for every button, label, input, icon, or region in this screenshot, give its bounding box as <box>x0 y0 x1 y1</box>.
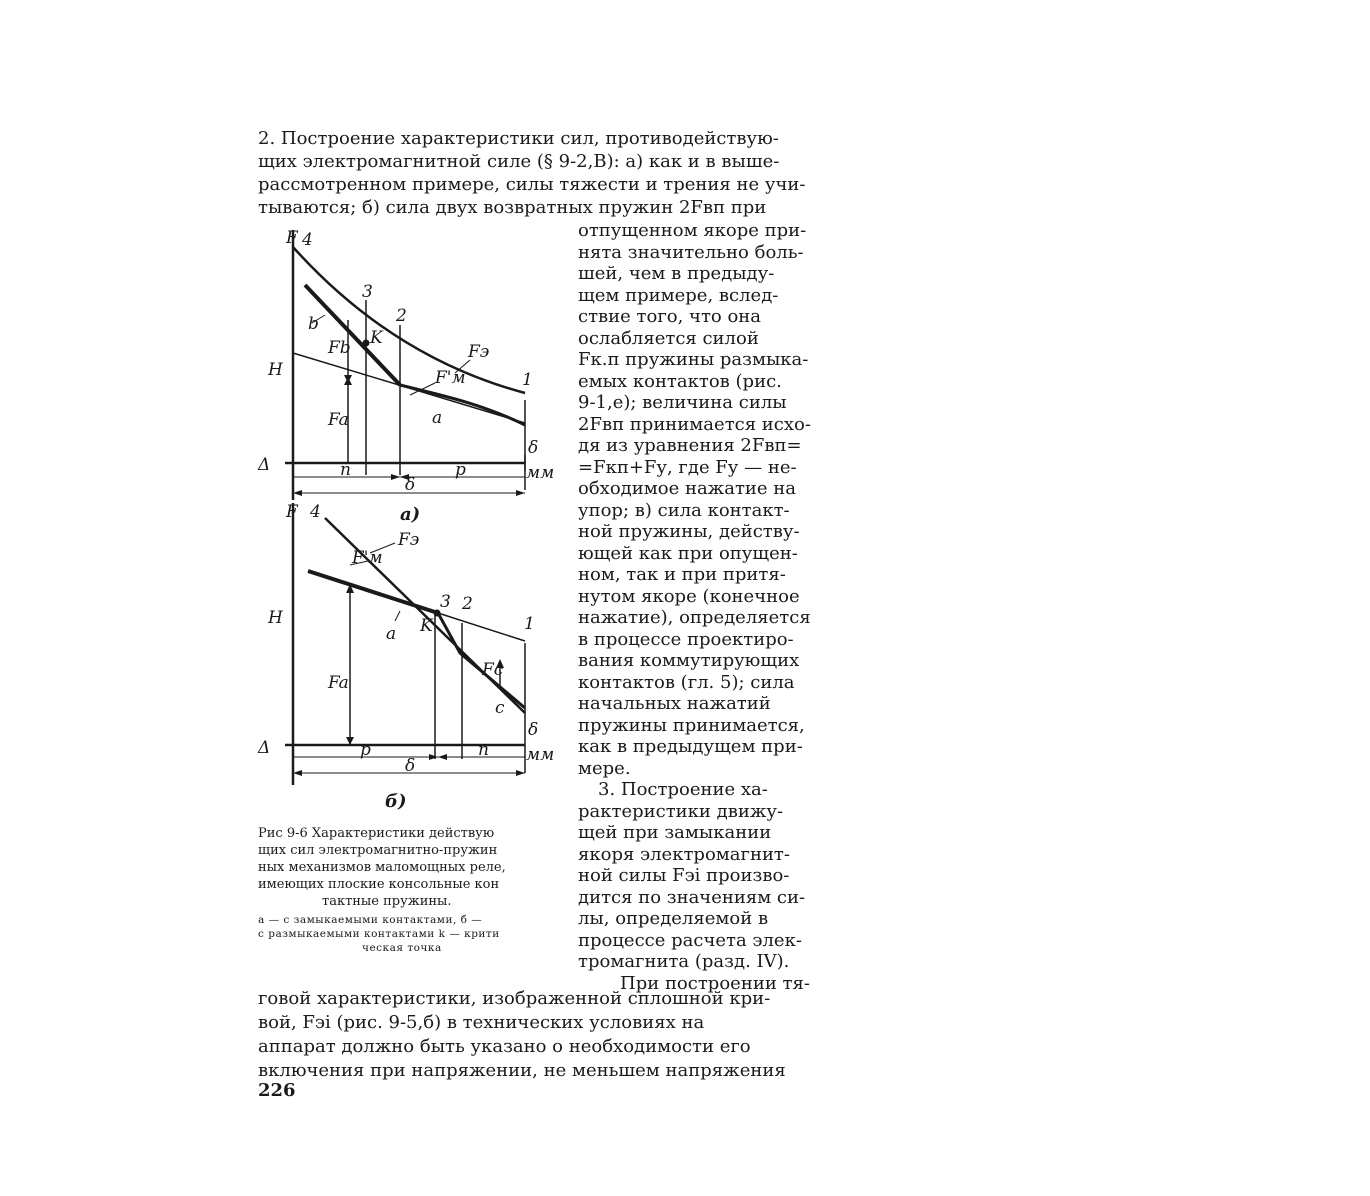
text-line: нажатие), определяется <box>578 607 811 628</box>
text-line: аппарат должно быть указано о необходимости его <box>258 1036 751 1057</box>
text-line: тромагнита (разд. IV). <box>578 951 790 972</box>
y-axis-unit: Н <box>268 360 283 380</box>
text-line: контактов (гл. 5); сила <box>578 671 795 693</box>
label-fm: F'м <box>352 548 383 568</box>
x-origin-label: Δ <box>258 455 271 475</box>
mark-1: 1 <box>522 370 533 390</box>
mark-4: 4 <box>310 502 321 522</box>
text-line: упор; в) сила контакт- <box>578 499 790 521</box>
mark-3: 3 <box>440 592 451 612</box>
text-line: вания коммутирующих <box>578 650 800 671</box>
label-fb: Fb <box>328 338 351 358</box>
label-k: K <box>370 328 383 348</box>
text-line: в процессе проектиро- <box>578 628 794 650</box>
text-line: пружины принимается, <box>578 714 805 736</box>
text-line: нутом якоре (конечное <box>578 585 800 607</box>
caption-line: имеющих плоские консольные кон <box>258 877 500 892</box>
text-line: отпущенном якоре при- <box>578 220 807 241</box>
text-line: ствие того, что она <box>578 306 762 327</box>
text-line: обходимое нажатие на <box>578 478 797 499</box>
label-fe: Fэ <box>398 530 420 550</box>
text-line: Fк.п пружины размыка- <box>578 349 809 370</box>
text-line: нята значительно боль- <box>578 241 804 263</box>
diagram-a-title: а) <box>400 504 421 525</box>
text-line: щей при замыкании <box>578 822 772 843</box>
text-line: щем примере, вслед- <box>578 284 779 306</box>
text-line: щих электромагнитной силе (§ 9-2,В): а) как и в выше- <box>258 151 780 172</box>
caption-line: Рис 9-6 Характеристики действую <box>258 826 495 841</box>
text-line: мере. <box>578 757 631 779</box>
text-line: ной пружины, действу- <box>578 521 800 542</box>
label-delta-end: δ <box>528 720 539 740</box>
figure-9-6 <box>250 225 555 850</box>
text-line: тываются; б) сила двух возвратных пружин 2Fвп при <box>258 197 767 218</box>
text-line: вой, Fэi (рис. 9-5,б) в технических условиях на <box>258 1012 705 1033</box>
text-line: ослабляется силой <box>578 327 759 349</box>
text-line: говой характеристики, изображенной сплошной кри- <box>258 988 771 1009</box>
text-line: рассмотренном примере, силы тяжести и трения не учи- <box>258 174 806 195</box>
label-a: a <box>432 408 443 428</box>
text-line: дя из уравнения 2Fвп= <box>578 435 802 456</box>
text-line: рактеристики движу- <box>578 800 784 822</box>
text-line: При построении тя- <box>620 972 810 994</box>
mark-2: 2 <box>462 594 473 614</box>
label-fm: F'м <box>435 368 466 388</box>
label-k: K <box>420 616 433 636</box>
x-unit-label: мм <box>526 463 555 483</box>
page-number: 226 <box>258 1080 296 1101</box>
text-line: емых контактов (рис. <box>578 370 782 392</box>
caption-legend-line: а — с замыкаемыми контактами, б — <box>258 914 483 926</box>
caption-line: щих сил электромагнитно-пружин <box>258 843 498 858</box>
caption-legend-line: с размыкаемыми контактами k — крити <box>258 928 500 940</box>
text-line: 2Fвп принимается исхо- <box>578 413 811 435</box>
mark-2: 2 <box>396 306 407 326</box>
text-line: как в предыдущем при- <box>578 736 803 757</box>
y-axis-unit: Н <box>268 608 283 628</box>
label-b: b <box>308 314 319 334</box>
mark-1: 1 <box>524 614 535 634</box>
text-line: процессе расчета элек- <box>578 929 802 951</box>
label-delta: δ <box>405 475 416 495</box>
label-delta: δ <box>405 756 416 776</box>
label-delta-end: δ <box>528 438 539 458</box>
text-line: якоря электромагнит- <box>578 843 790 865</box>
label-fe: Fэ <box>468 342 490 362</box>
label-fa: Fa <box>328 673 349 693</box>
text-line: начальных нажатий <box>578 693 771 714</box>
caption-legend-line: ческая точка <box>362 942 442 954</box>
text-line: =Fкп+Fу, где Fу — не- <box>578 456 797 478</box>
text-line: ном, так и при притя- <box>578 564 786 585</box>
label-c: c <box>495 698 505 718</box>
label-a: a <box>386 624 397 644</box>
text-line: 9-1,е); величина силы <box>578 392 787 413</box>
diagram-b-labels <box>257 502 554 812</box>
caption-line: тактные пружины. <box>322 894 452 909</box>
fe-curve <box>293 247 525 393</box>
diagram-a-labels <box>257 228 554 525</box>
label-p: p <box>455 460 466 480</box>
label-fa: Fa <box>328 410 349 430</box>
diagram-b-title: б) <box>385 791 407 812</box>
x-origin-label: Δ <box>258 738 271 758</box>
mark-3: 3 <box>362 282 373 302</box>
fm-line <box>308 571 438 613</box>
diagram-a <box>285 230 525 500</box>
b-line <box>305 285 400 385</box>
text-line: ющей как при опущен- <box>578 542 798 564</box>
text-line: включения при напряжении, не меньшем напряжения <box>258 1060 786 1081</box>
text-line: дится по значениям си- <box>578 886 806 908</box>
text-line: 3. Построение ха- <box>598 779 768 800</box>
x-unit-label: мм <box>526 745 555 765</box>
f-axis-label: F <box>286 228 298 248</box>
text-line: шей, чем в предыду- <box>578 263 775 284</box>
text-line: ной силы Fэi произво- <box>578 865 790 886</box>
label-fc: Fc <box>482 660 504 680</box>
caption-line: ных механизмов маломощных реле, <box>258 860 506 875</box>
mark-4: 4 <box>302 230 313 250</box>
label-p: p <box>360 740 371 760</box>
label-n: n <box>340 460 351 480</box>
f-axis-label: F <box>286 502 298 522</box>
text-line: 2. Построение характеристики сил, противодействую- <box>258 128 779 149</box>
label-n: n <box>478 740 489 760</box>
text-line: лы, определяемой в <box>578 908 769 929</box>
